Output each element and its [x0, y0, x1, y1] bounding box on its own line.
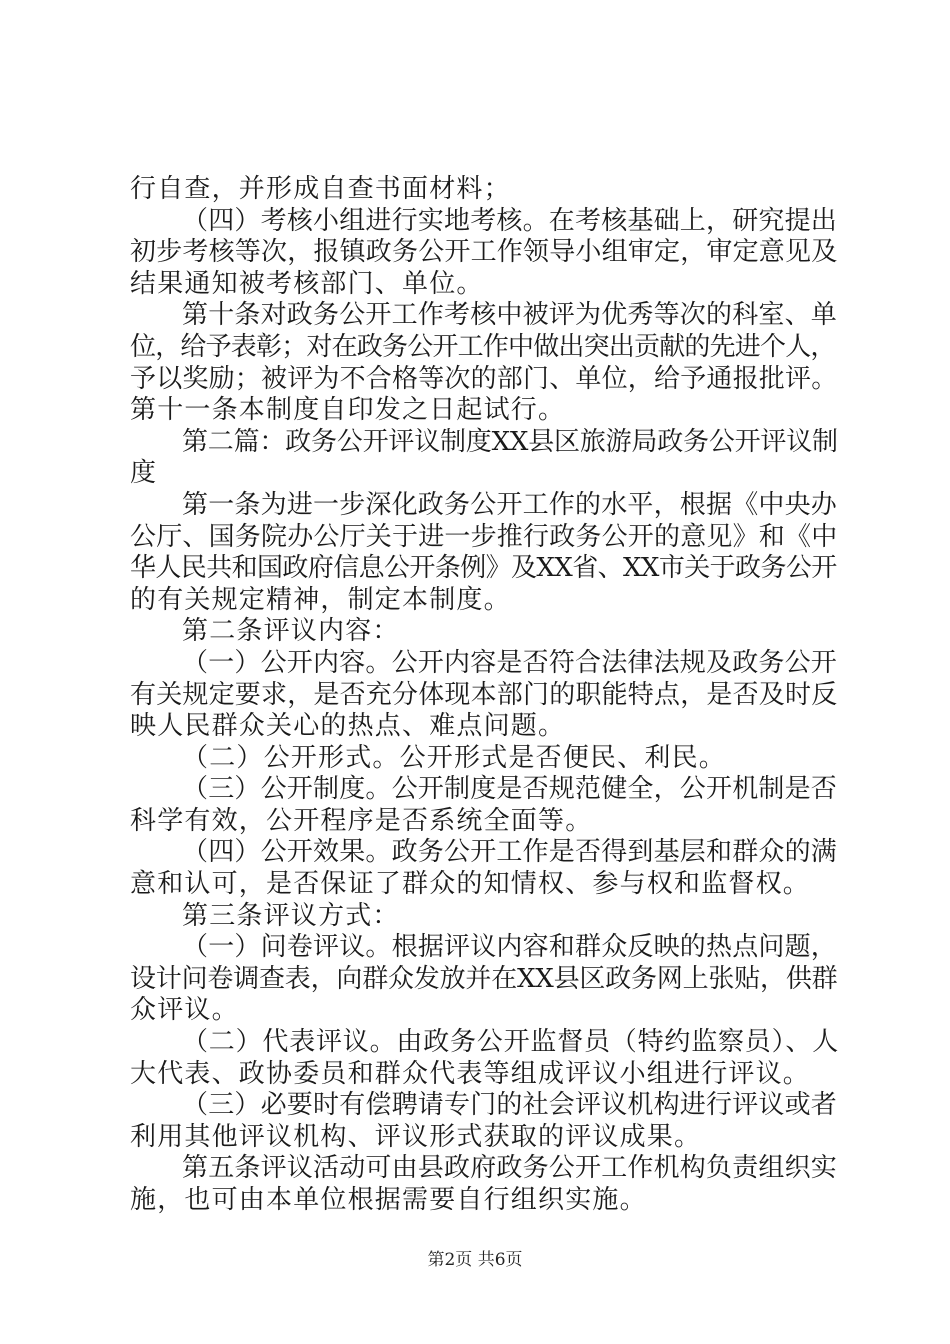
text-line: 行自查，并形成自查书面材料；	[130, 174, 511, 204]
text-line: 利用其他评议机构、评议形式获取的评议成果。	[130, 1121, 702, 1152]
page-footer: 第2页 共6页	[427, 1250, 523, 1270]
text-line: 结果通知被考核部门、单位。	[130, 268, 484, 299]
text-line: （一）公开内容。公开内容是否符合法律法规及政务公开	[182, 647, 838, 678]
text-line: 公厅、国务院办公厅关于进一步推行政务公开的意见》和《中	[130, 521, 838, 552]
text-line: 众评议。	[130, 995, 239, 1026]
text-line: （四）公开效果。政务公开工作是否得到基层和群众的满	[182, 837, 838, 868]
text-line: 施，也可由本单位根据需要自行组织实施。	[130, 1185, 647, 1215]
text-line: 设计问卷调查表，向群众发放并在XX县区政务网上张贴，供群	[130, 963, 838, 994]
text-line: （三）公开制度。公开制度是否规范健全，公开机制是否	[182, 774, 838, 805]
text-line: 度	[130, 458, 158, 489]
text-line: （二）公开形式。公开形式是否便民、利民。	[182, 742, 727, 773]
text-line: 第一条为进一步深化政务公开工作的水平，根据《中央办	[182, 489, 838, 520]
text-line: 初步考核等次，报镇政务公开工作领导小组审定，审定意见及	[130, 237, 838, 268]
text-line: 第三条评议方式：	[182, 900, 400, 931]
document-body	[130, 174, 840, 1217]
text-line: 科学有效，公开程序是否系统全面等。	[130, 805, 593, 836]
text-line: （四）考核小组进行实地考核。在考核基础上，研究提出	[182, 205, 838, 236]
text-line: 映人民群众关心的热点、难点问题。	[130, 711, 566, 742]
text-line: 大代表、政协委员和群众代表等组成评议小组进行评议。	[130, 1058, 811, 1089]
text-line: 意和认可，是否保证了群众的知情权、参与权和监督权。	[130, 869, 811, 900]
text-line: 华人民共和国政府信息公开条例》及XX省、XX市关于政务公开	[130, 553, 837, 584]
text-line: 第二篇：政务公开评议制度XX县区旅游局政务公开评议制	[182, 426, 838, 457]
text-line: （一）问卷评议。根据评议内容和群众反映的热点问题，	[182, 932, 838, 963]
text-line: 第十条对政务公开工作考核中被评为优秀等次的科室、单	[182, 300, 838, 331]
text-line: 第五条评议活动可由县政府政务公开工作机构负责组织实	[182, 1153, 838, 1184]
text-line: 第十一条本制度自印发之日起试行。	[130, 395, 566, 426]
text-line: 位，给予表彰；对在政务公开工作中做出突出贡献的先进个人，	[130, 331, 836, 362]
text-line: （二）代表评议。由政务公开监督员（特约监察员）、人	[182, 1027, 840, 1058]
text-line: 有关规定要求，是否充分体现本部门的职能特点，是否及时反	[130, 679, 838, 710]
text-line: 予以奖励；被评为不合格等次的部门、单位，给予通报批评。	[130, 363, 838, 394]
text-line: 的有关规定精神，制定本制度。	[130, 584, 511, 615]
text-line: （三）必要时有偿聘请专门的社会评议机构进行评议或者	[182, 1090, 838, 1121]
text-line: 第二条评议内容：	[182, 616, 400, 647]
